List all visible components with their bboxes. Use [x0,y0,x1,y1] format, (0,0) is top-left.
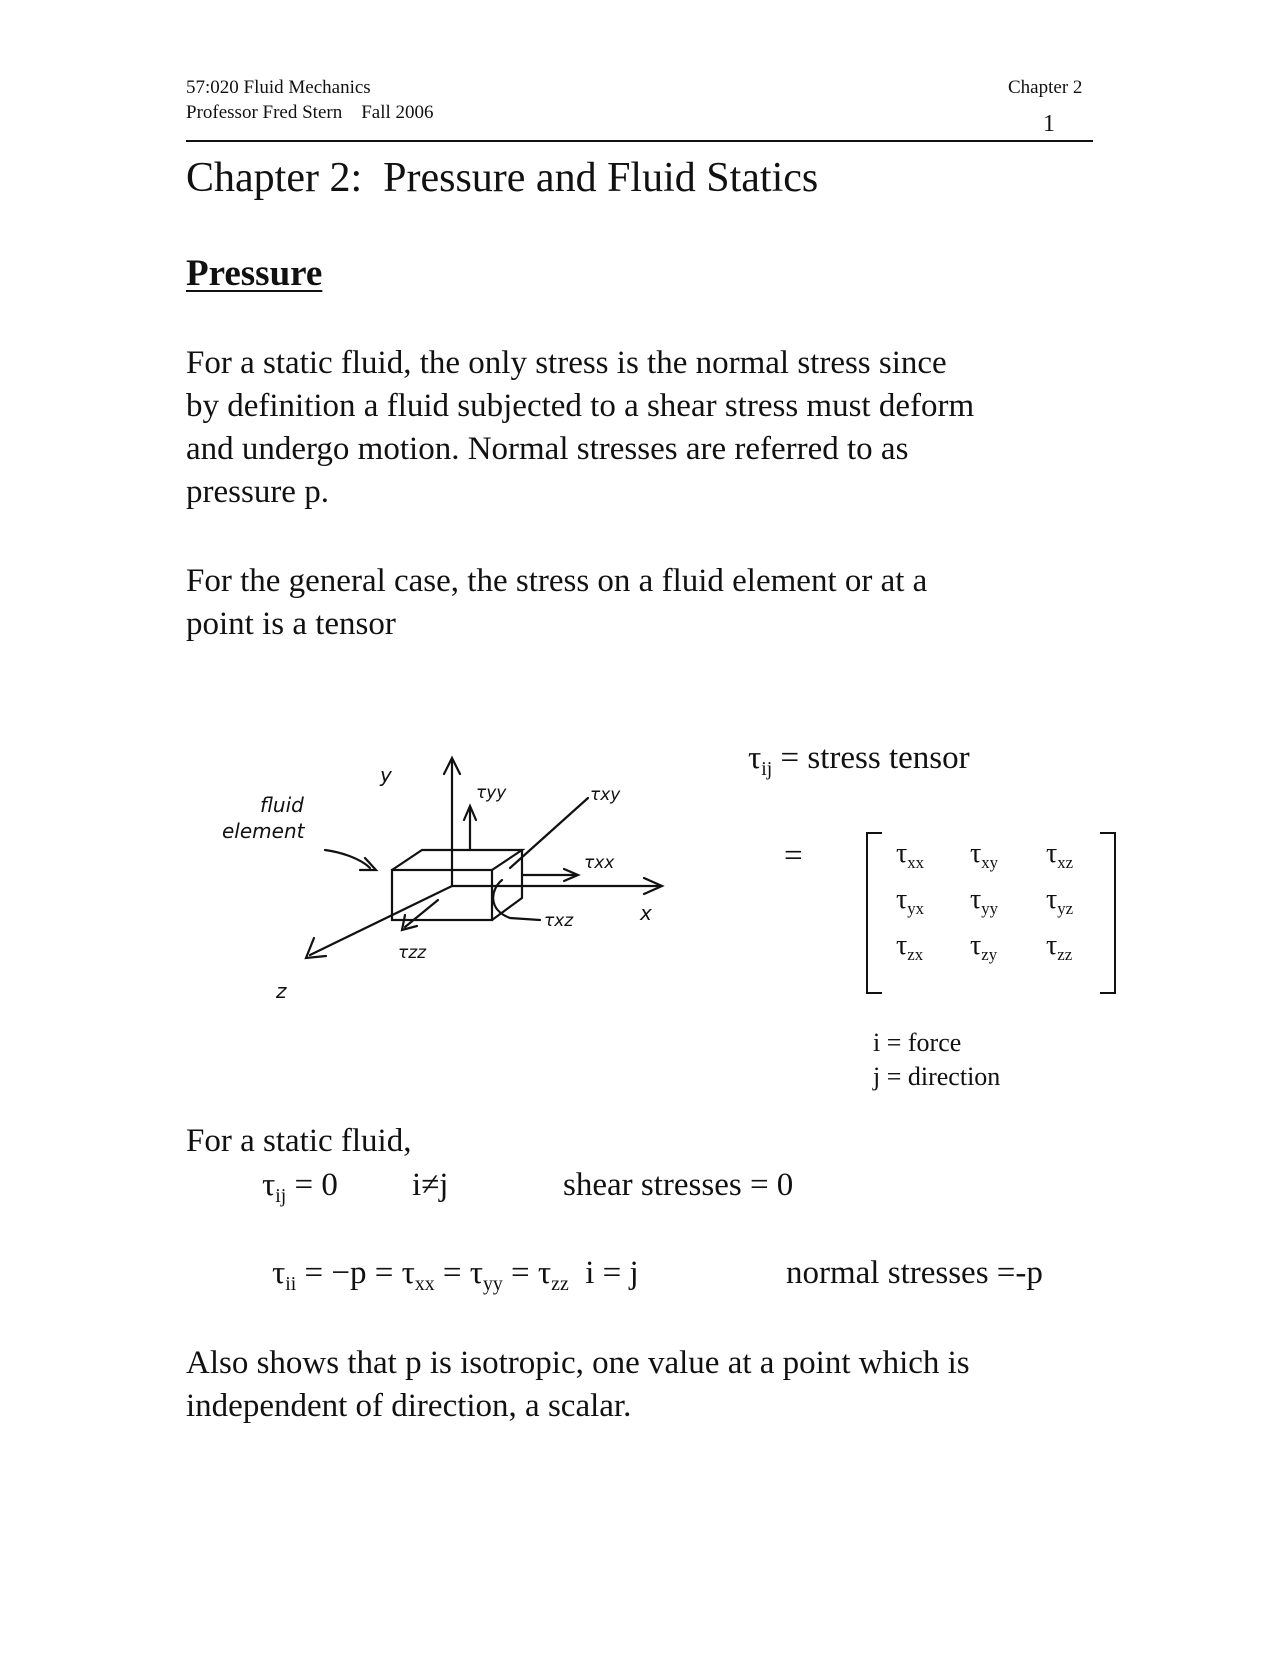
matrix-cell-tau-xz: $\tau_{xz}$ [1046,838,1074,872]
professor-term: Professor Fred Stern Fall 2006 [186,102,434,123]
normal-description: normal stresses =-p [786,1255,1043,1291]
tau-yy-label: τyy [476,783,507,803]
matrix-equals: = [784,838,803,874]
matrix-cell-tau-yy: $\tau_{yy}$ [970,884,999,918]
equation-rhs: = 0 [286,1167,338,1203]
static-fluid-intro: For a static fluid, [186,1123,412,1159]
section-heading: Pressure [186,253,323,294]
note-j-direction: j = direction [873,1062,1001,1091]
paragraph-line: independent of direction, a scalar. [186,1388,632,1424]
equation-part: = τ [502,1255,552,1291]
matrix-cell-tau-xy: $\tau_{xy}$ [970,838,999,872]
tau-subscript: ij [275,1184,287,1207]
tau-xx-label: τxx [584,853,615,873]
tau-symbol: τ [748,740,762,776]
tau-symbol: τ [262,1167,276,1203]
paragraph-normal-stress [186,342,1106,514]
page-title: Chapter 2: Pressure and Fluid Statics [186,155,819,201]
matrix-bracket-left [866,832,882,994]
equation-part: i = j [568,1255,639,1291]
page-number: 1 [1043,111,1055,137]
element-label: element [222,819,305,843]
equation-subscript: yy [483,1272,503,1295]
axis-z-label: z [276,979,287,1003]
paragraph-line: point is a tensor [186,606,396,642]
tau-xz-label: τxz [544,911,574,931]
matrix-cell-tau-zx: $\tau_{zx}$ [896,930,924,964]
stress-tensor-definition [748,740,970,780]
axis-y-label: y [380,763,392,787]
matrix-cell-tau-zz: $\tau_{zz}$ [1046,930,1073,964]
paragraph-line: For a static fluid, the only stress is the normal stress since [186,345,947,381]
stress-tensor-text: = stress tensor [772,740,970,776]
paragraph-isotropic [186,1342,1106,1428]
equation-subscript: zz [551,1272,569,1295]
shear-description: shear stresses = 0 [563,1167,794,1203]
shear-condition: i≠j [412,1167,449,1203]
paragraph-tensor [186,560,1106,646]
matrix-cell-tau-xx: $\tau_{xx}$ [896,838,925,872]
equation-subscript: xx [414,1272,435,1295]
equation-subscript: ii [285,1272,297,1295]
matrix-cell-tau-zy: $\tau_{zy}$ [970,930,998,964]
course-title: 57:020 Fluid Mechanics [186,77,371,98]
fluid-element-sketch [220,740,760,1010]
note-i-force: i = force [873,1028,962,1057]
paragraph-line: and undergo motion. Normal stresses are referred to as [186,431,909,467]
chapter-label: Chapter 2 [1008,77,1083,98]
paragraph-line: Also shows that p is isotropic, one value at a point which is [186,1345,970,1381]
matrix-cell-tau-yx: $\tau_{yx}$ [896,884,925,918]
tau-xy-label: τxy [590,785,621,805]
fluid-label: fluid [260,793,304,817]
matrix-cell-tau-yz: $\tau_{yz}$ [1046,884,1074,918]
header-rule [186,140,1093,142]
equation-part: = τ [434,1255,484,1291]
shear-equation [262,1164,338,1207]
equation-part: τ [272,1255,286,1291]
matrix-bracket-right [1100,832,1116,994]
paragraph-line: by definition a fluid subjected to a shear stress must deform [186,388,975,424]
paragraph-line: pressure p. [186,474,329,510]
tau-subscript: ij [761,757,773,780]
axis-x-label: x [640,901,652,925]
tau-zz-label: τzz [398,943,427,963]
normal-equation [272,1252,639,1295]
paragraph-line: For the general case, the stress on a fluid element or at a [186,563,928,599]
equation-part: = −p = τ [296,1255,415,1291]
